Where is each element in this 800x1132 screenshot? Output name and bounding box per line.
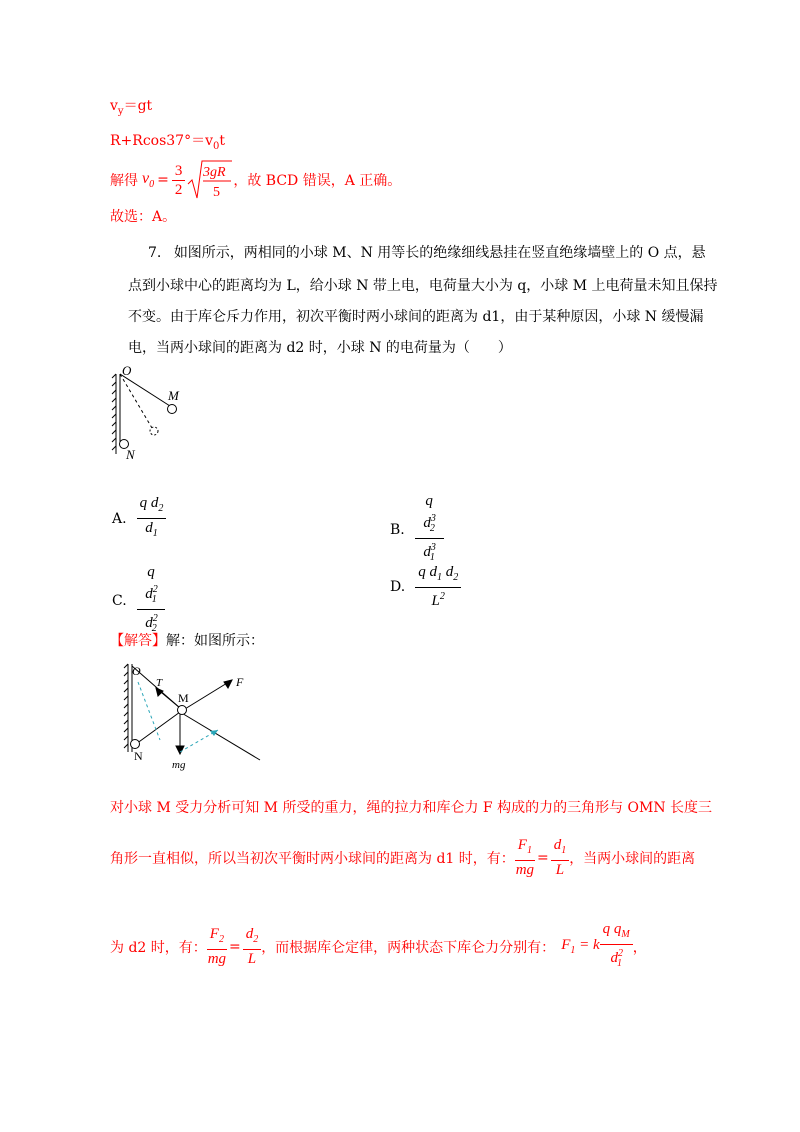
question-line-3: 不变。由于库仑斥力作用，初次平衡时两小球间的距离为 d1，由于某种原因，小球 N 缓慢漏 xyxy=(128,309,704,325)
svg-text:3gR: 3gR xyxy=(203,165,226,180)
fig1-label-o: O xyxy=(122,364,132,378)
fig2-label-n: N xyxy=(134,749,143,763)
fig2-label-o: O xyxy=(132,664,141,678)
frac-d1-l: $\frac{d_1}{L}$ xyxy=(551,836,570,879)
solution-figure xyxy=(120,660,270,775)
choice-line: 故选：A。 xyxy=(110,209,177,225)
question-line-4: 电，当两小球间的距离为 d2 时，小球 N 的电荷量为（ ） xyxy=(128,340,512,356)
answer-header xyxy=(110,631,264,651)
question-figure xyxy=(108,364,208,464)
fig2-label-f: F xyxy=(236,675,244,689)
option-d[interactable]: D. $\frac{q d_1 d_2}{L^2}$ xyxy=(390,563,461,610)
solve-line: 解得 $v_0$ = $\frac{3}{2}$ 3gR 5 ，故 BCD 错误，A 正确。 xyxy=(110,158,401,202)
f1-equals-k: $F_1 = k$ xyxy=(561,937,600,956)
fig2-label-mg: mg xyxy=(172,759,186,771)
sqrt-3gR-5 xyxy=(187,158,233,202)
v0-symbol: $v_0$ xyxy=(142,169,155,191)
option-a[interactable]: A. $\frac{q d_2}{d_1}$ xyxy=(112,494,166,543)
frac-3-2: $\frac{3}{2}$ xyxy=(172,162,186,199)
fig1-label-m: M xyxy=(168,388,179,403)
fig1-label-n: N xyxy=(126,447,135,462)
fig2-label-t: T xyxy=(156,677,163,689)
answer-tag: 【解答】 xyxy=(110,633,166,649)
question-line-2: 点到小球中心的距离均为 L，给小球 N 带上电，电荷量大小为 q，小球 M 上电荷量未知且保持 xyxy=(128,278,718,294)
solve-prefix: 解得 xyxy=(110,173,138,189)
frac-f1-mg: $\frac{F_1}{mg}$ xyxy=(515,837,535,878)
option-c[interactable]: C. $\frac{q d^2_1}{d^2_2}$ xyxy=(112,563,165,638)
question-number: 7. xyxy=(148,245,162,261)
explanation-line-3: 为 d2 时，有： $\frac{F_2}{mg}$ = $\frac{d_2}{L}$ ，而根据库仑定律，两种状态下库仑力分别有： $F_1 = k$ $\frac{q q_M}{d^2_1}$ ， xyxy=(110,920,647,973)
question-line-1: 7. 如图所示，两相同的小球 M、N 用等长的绝缘细线悬挂在竖直绝缘墙壁上的 O 点，悬 xyxy=(148,245,706,261)
fig2-label-m: M xyxy=(178,691,189,705)
frac-coulomb: $\frac{q q_M}{d^2_1}$ xyxy=(600,920,633,973)
explanation-line-2: 角形一直相似，所以当初次平衡时两小球间的距离为 d1 时，有： $\frac{F_1}{mg}$ = $\frac{d_1}{L}$ ，当两小球间的距离 xyxy=(110,837,696,878)
explanation-line-1: 对小球 M 受力分析可知 M 所受的重力，绳的拉力和库仑力 F 构成的力的三角形与 OMN 长度三 xyxy=(110,800,713,816)
frac-f2-mg: $\frac{F_2}{mg}$ xyxy=(207,926,227,967)
answer-text: 解：如图所示： xyxy=(166,633,264,649)
equation-rcos: $R+Rcos37^\circ=v_0t$ xyxy=(110,133,226,152)
svg-text:5: 5 xyxy=(213,185,221,200)
solve-suffix: ，故 BCD 错误，A 正确。 xyxy=(233,173,402,189)
option-b[interactable]: B. $\frac{q d^3_2}{d^3_1}$ xyxy=(390,492,444,567)
equation-vy: $v_y=gt$ xyxy=(110,98,153,117)
frac-d2-l: $\frac{d_2}{L}$ xyxy=(243,925,262,968)
